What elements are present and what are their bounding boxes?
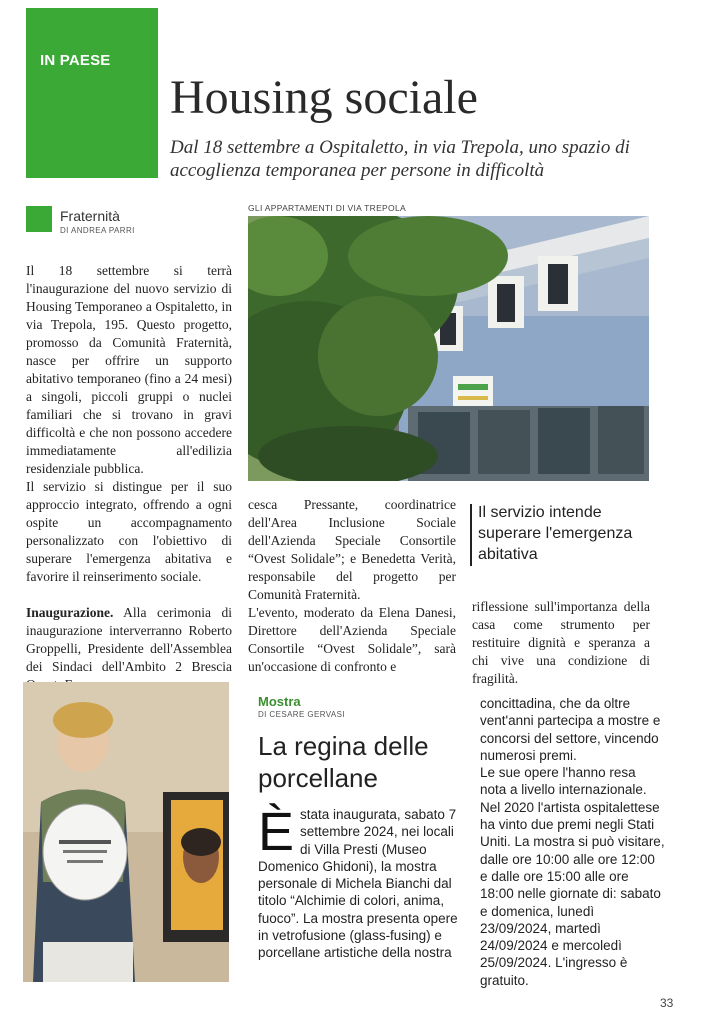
paragraph: concittadina, che da oltre vent'anni partecipa a mostre e concorsi del settore, vincendo numerosi premi. (480, 696, 661, 763)
paragraph: cesca Pressante, coordinatrice dell'Area Inclusione Sociale dell'Azienda Speciale Consortile “Ovest Solidale”; e Benedetta Verità, responsabile del progetto per Comunità Fraternità. (248, 497, 456, 602)
paragraph-text: Alla cerimonia di inaugurazione interverranno Roberto Groppelli, Presidente dell'Assemblea dei Sindaci dell'Ambito 2 Brescia (26, 605, 232, 674)
pullquote: Il servizio intende superare l'emergenza abitativa (478, 504, 633, 563)
paragraph: Le sue opere l'hanno resa nota a livello internazionale. (480, 765, 647, 798)
rubric-marker (26, 206, 52, 232)
mostra-column-2 (480, 695, 665, 989)
mostra-column-1 (258, 802, 463, 962)
paragraph: Nel 2020 l'artista ospitalettese ha vinto due premi negli Stati Uniti. La mostra si può visitare, dalle ore 10:00 alle ore 12:00 e dalle ore 15:00 alle ore 18:00 nelle giornate di: sabato e domenica, lunedì 23/09/2024, martedì 24/09/2024 e mercoledì 25/09/2024. L'ingresso è gratuito. (480, 799, 665, 988)
section-label: IN PAESE (40, 52, 111, 69)
rubric-mostra: Mostra (258, 694, 301, 709)
page-number: 33 (660, 996, 674, 1010)
paragraph: riflessione sull'importanza della casa come strumento per restituire dignità e speranza a chi vive una condizione di fragilità. (472, 599, 650, 686)
building-photo (248, 216, 649, 481)
page-title: Housing sociale (170, 71, 478, 124)
byline-gervasi: DI CESARE GERVASI (258, 710, 345, 719)
paragraph: Il 18 settembre si terrà l'inaugurazione del nuovo servizio di Housing Temporaneo a Ospitaletto, in via Trepola, 195. Questo progetto, promosso da Comunità Fraternità, nasce per offrire un supporto abitativo temporaneo (fino a 24 mesi) a singoli, piccoli gruppi o nuclei familiari che si trovano in gravi difficoltà e che non possono accedere immediatamente all'edilizia residenziale pubblica. (26, 263, 232, 476)
pullquote-bar (470, 504, 472, 566)
rubric-fraternita: Fraternità (60, 208, 120, 224)
article-column-1 (26, 262, 232, 694)
paragraph-lead: Inaugurazione. (26, 605, 114, 620)
paragraph: L'evento, moderato da Elena Danesi, Direttore dell'Azienda Speciale Consortile “Ovest Solidale”, sarà un'occasione di confronto e (248, 605, 456, 674)
section-box (26, 8, 158, 178)
byline-parri: DI ANDREA PARRI (60, 226, 135, 235)
paragraph: stata inaugurata, sabato 7 settembre 2024, nei locali di Villa Presti (Museo Domenico Ghidoni), la mostra personale di Michela Bianchi dal titolo “Alchimie di colori, anima, fuoco”. La mostra presenta opere in vetrofusione (glass-fusing) e porcellane artistiche della nostra (258, 807, 458, 961)
paragraph (26, 604, 232, 694)
subtitle: Dal 18 settembre a Ospitaletto, in via Trepola, uno spazio di accoglienza temporanea per persone in difficoltà (170, 137, 630, 181)
article-column-2 (248, 496, 456, 676)
dropcap: È (258, 802, 295, 862)
artist-photo (23, 682, 229, 982)
article-title: La regina delle porcellane (258, 731, 429, 793)
article-column-3 (472, 598, 650, 688)
photo-caption: GLI APPARTAMENTI DI VIA TREPOLA (248, 203, 406, 213)
paragraph: Il servizio si distingue per il suo approccio integrato, offrendo a ogni ospite un accompagnamento personalizzato con l'obiettivo di superare l'emergenza abitativa e favorire il reinserimento sociale. (26, 479, 232, 584)
